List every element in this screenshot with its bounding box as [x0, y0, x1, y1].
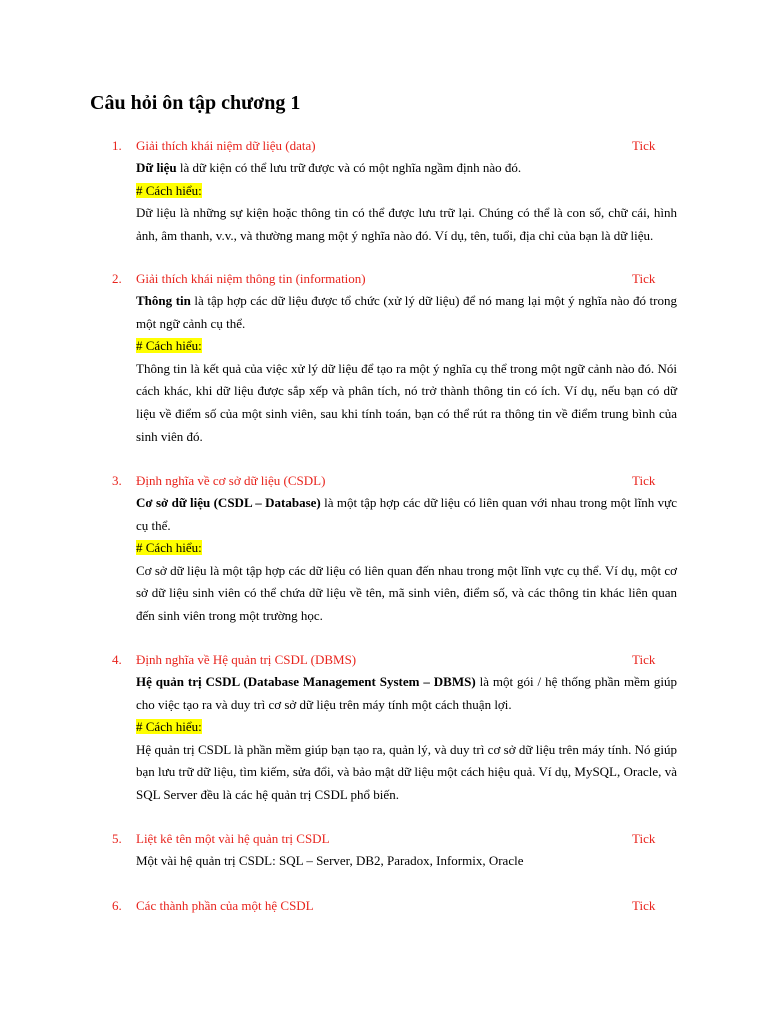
understand-heading [136, 537, 677, 560]
explanation: Hệ quản trị CSDL là phần mềm giúp bạn tạo ra, quản lý, và duy trì cơ sở dữ liệu trên máy tính. Nó giúp bạn lưu trữ dữ liệu, tìm kiếm, sửa đổi, và bảo mật dữ liệu một cách hiệu quả. Ví dụ, MySQL, Oracle, và SQL Server đều là các hệ quản trị CSDL phổ biến. [136, 741, 677, 802]
tick-label: Tick [632, 138, 656, 153]
question-3 [112, 470, 677, 628]
tick-label: Tick [632, 898, 656, 913]
question-2 [112, 268, 677, 448]
understand-label: # Cách hiểu: [136, 182, 202, 198]
question-body [136, 492, 677, 628]
definition-text: là một tập hợp các dữ liệu có liên quan với nhau trong một lĩnh vực cụ thể. [136, 495, 677, 533]
question-header [112, 828, 677, 850]
tick-label: Tick [632, 271, 656, 286]
definition [136, 492, 677, 537]
tick-label: Tick [632, 473, 656, 488]
question-body [136, 290, 677, 448]
question-number: 1. [112, 138, 122, 153]
definition-text: là một gói / hệ thống phần mềm giúp cho việc tạo ra và duy trì cơ sở dữ liệu trên máy tính một cách thuận lợi. [136, 674, 677, 712]
understand-heading [136, 335, 677, 358]
question-header [112, 268, 677, 290]
question-header [112, 470, 677, 492]
question-number: 2. [112, 271, 122, 286]
definition-term: Cơ sở dữ liệu (CSDL – Database) [136, 495, 321, 510]
definition [136, 157, 677, 180]
question-5 [112, 828, 677, 873]
question-6 [112, 895, 677, 917]
understand-label: # Cách hiểu: [136, 540, 202, 556]
question-header [112, 135, 677, 157]
question-body [136, 157, 677, 247]
definition [136, 671, 677, 716]
understand-label: # Cách hiểu: [136, 338, 202, 354]
question-number: 6. [112, 898, 122, 913]
definition-term: Hệ quản trị CSDL (Database Management System – DBMS) [136, 674, 476, 689]
question-text: Liệt kê tên một vài hệ quản trị CSDL [136, 831, 330, 846]
question-body [136, 671, 677, 807]
question-text: Định nghĩa về cơ sở dữ liệu (CSDL) [136, 473, 326, 488]
question-text: Giải thích khái niệm dữ liệu (data) [136, 138, 316, 153]
definition-term: Thông tin [136, 293, 191, 308]
question-1 [112, 135, 677, 247]
question-text: Các thành phần của một hệ CSDL [136, 898, 314, 913]
understand-heading [136, 716, 677, 739]
explanation: Cơ sở dữ liệu là một tập hợp các dữ liệu có liên quan đến nhau trong một lĩnh vực cụ thể. Ví dụ, một cơ sở dữ liệu sinh viên có thể chứa dữ liệu về tên, mã sinh viên, điểm số, và các thông tin khác liên quan đến sinh viên trong một trường học. [136, 562, 677, 623]
question-body [136, 850, 677, 873]
question-text: Giải thích khái niệm thông tin (information) [136, 271, 366, 286]
question-text: Định nghĩa về Hệ quản trị CSDL (DBMS) [136, 652, 357, 667]
question-number: 5. [112, 831, 122, 846]
tick-label: Tick [632, 652, 656, 667]
understand-heading [136, 180, 677, 203]
definition [136, 290, 677, 335]
definition-term: Dữ liệu [136, 160, 177, 175]
page-title: Câu hỏi ôn tập chương 1 [90, 92, 301, 114]
explanation: Thông tin là kết quả của việc xử lý dữ liệu để tạo ra một ý nghĩa cụ thể trong một ngữ cảnh nào đó. Nói cách khác, khi dữ liệu được sắp xếp và phân tích, nó trở thành thông tin có ích. Ví dụ, nếu bạn có dữ liệu về điểm số của một sinh viên, sau khi tính toán, bạn có thể rút ra thông tin về điểm trung bình của sinh viên đó. [136, 360, 677, 444]
question-header [112, 895, 677, 917]
question-number: 3. [112, 473, 122, 488]
question-header [112, 649, 677, 671]
question-4 [112, 649, 677, 807]
answer: Một vài hệ quản trị CSDL: SQL – Server, DB2, Paradox, Informix, Oracle [136, 853, 524, 868]
understand-label: # Cách hiểu: [136, 719, 202, 735]
definition-text: là dữ kiện có thể lưu trữ được và có một nghĩa ngầm định nào đó. [176, 160, 522, 175]
tick-label: Tick [632, 831, 656, 846]
question-number: 4. [112, 652, 122, 667]
explanation: Dữ liệu là những sự kiện hoặc thông tin có thể được lưu trữ lại. Chúng có thể là con số, chữ cái, hình ảnh, âm thanh, v.v., và thường mang một ý nghĩa nào đó. Ví dụ, tên, tuổi, địa chỉ của bạn là dữ liệu. [136, 205, 677, 243]
definition-text: là tập hợp các dữ liệu được tổ chức (xử lý dữ liệu) để nó mang lại một ý nghĩa nào đó trong một ngữ cảnh cụ thể. [136, 293, 677, 331]
